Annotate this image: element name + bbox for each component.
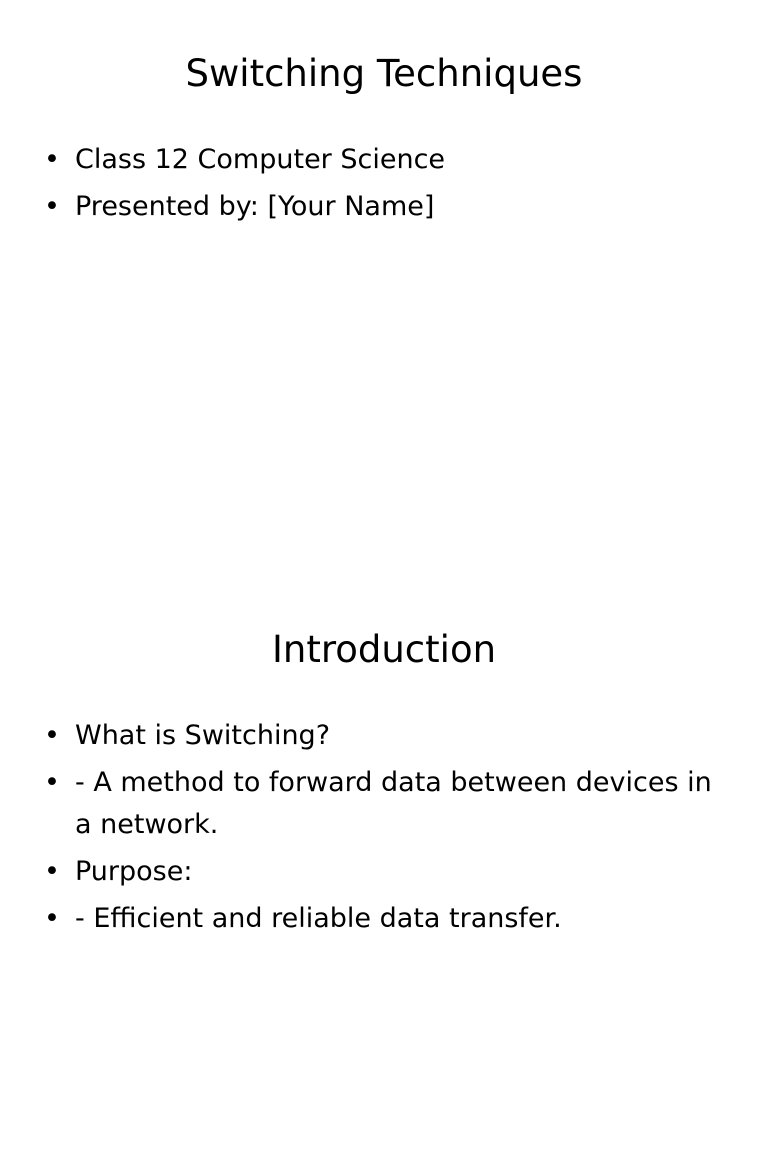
bullet-icon: • (44, 720, 60, 751)
bullet-item (44, 762, 724, 846)
bullet-text: - A method to forward data between devices in a network. (75, 767, 712, 840)
bullet-item (44, 715, 724, 757)
bullet-text: What is Switching? (75, 720, 331, 751)
bullet-icon: • (44, 856, 60, 887)
bullet-text: Class 12 Computer Science (75, 144, 446, 175)
bullet-text: - Efficient and reliable data transfer. (75, 903, 562, 934)
bullet-item (44, 186, 724, 228)
bullet-list (44, 715, 724, 945)
bullet-text: Presented by: [Your Name] (75, 191, 435, 222)
bullet-list (44, 139, 724, 233)
bullet-icon: • (44, 903, 60, 934)
bullet-item (44, 851, 724, 893)
slide-title: Switching Techniques (185, 52, 583, 95)
bullet-icon: • (44, 144, 60, 175)
bullet-item (44, 139, 724, 181)
bullet-icon: • (44, 767, 60, 798)
bullet-icon: • (44, 191, 60, 222)
slide-title: Introduction (271, 628, 497, 671)
bullet-item (44, 898, 724, 940)
bullet-text: Purpose: (75, 856, 193, 887)
slide-introduction (0, 576, 768, 1152)
